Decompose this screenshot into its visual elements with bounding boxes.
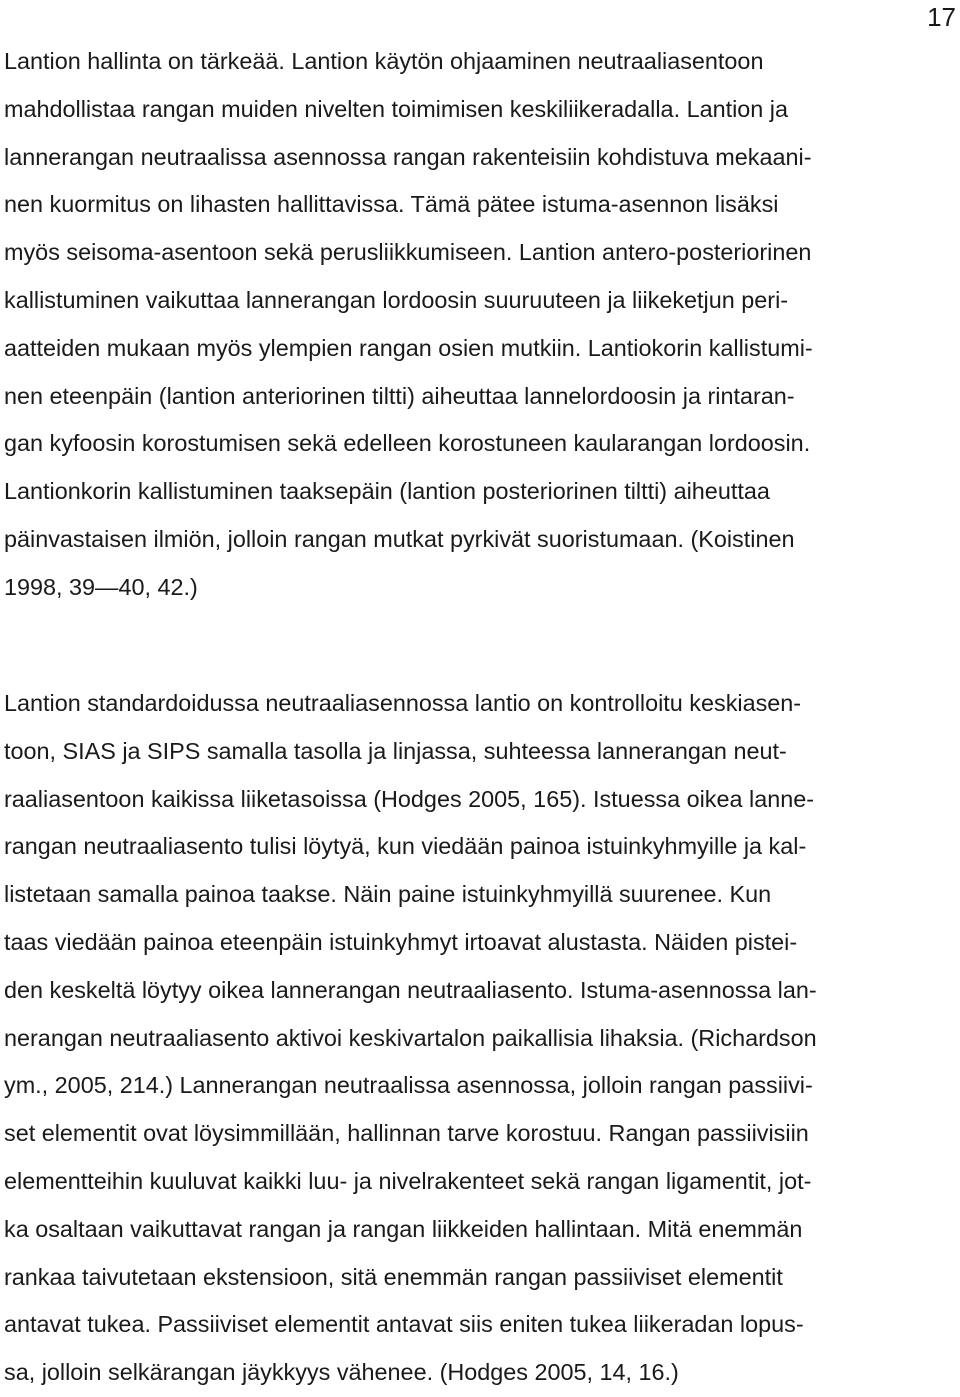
text-line: kallistuminen vaikuttaa lannerangan lordoosin suuruuteen ja liikeketjun peri- bbox=[4, 286, 789, 313]
text-line: ym., 2005, 214.) Lannerangan neutraalissa asennossa, jolloin rangan passiivi- bbox=[4, 1072, 813, 1099]
text-line: aatteiden mukaan myös ylempien rangan osien mutkiin. Lantiokorin kallistumi- bbox=[4, 334, 813, 361]
text-line: Lantion standardoidussa neutraaliasennossa lantio on kontrolloitu keskiasen- bbox=[4, 690, 802, 716]
text-line: Lantionkorin kallistuminen taaksepäin (lantion posteriorinen tiltti) aiheuttaa bbox=[4, 478, 770, 505]
text-line: listetaan samalla painoa taakse. Näin paine istuinkyhmyillä suurenee. Kun bbox=[4, 881, 772, 908]
text-line: nerangan neutraaliasento aktivoi keskivartalon paikallisia lihaksia. (Richardson bbox=[4, 1024, 817, 1051]
text-line: rankaa taivutetaan ekstensioon, sitä enemmän rangan passiiviset elementit bbox=[4, 1263, 783, 1290]
paragraph-pelvis-control bbox=[4, 38, 954, 612]
text-line: 1998, 39—40, 42.) bbox=[4, 573, 198, 600]
text-line: raaliasentoon kaikissa liiketasoissa (Hodges 2005, 165). Istuessa oikea lanne- bbox=[4, 785, 815, 812]
text-line: mahdollistaa rangan muiden nivelten toimimisen keskiliikeradalla. Lantion ja bbox=[4, 95, 789, 122]
text-line: nen kuormitus on lihasten hallittavissa. Tämä pätee istuma-asennon lisäksi bbox=[4, 191, 779, 218]
text-line: lannerangan neutraalissa asennossa rangan rakenteisiin kohdistuva mekaani- bbox=[4, 143, 812, 170]
page-number: 17 bbox=[927, 2, 956, 32]
text-line: Lantion hallinta on tärkeää. Lantion käytön ohjaaminen neutraaliasentoon bbox=[4, 48, 764, 74]
paragraph-neutral-position bbox=[4, 680, 954, 1397]
text-line: päinvastaisen ilmiön, jolloin rangan mutkat pyrkivät suoristumaan. (Koistinen bbox=[4, 525, 795, 552]
text-line: taas viedään painoa eteenpäin istuinkyhmyt irtoavat alustasta. Näiden pistei- bbox=[4, 928, 798, 955]
text-line: myös seisoma-asentoon sekä perusliikkumiseen. Lantion antero-posteriorinen bbox=[4, 239, 812, 266]
text-line: gan kyfoosin korostumisen sekä edelleen korostuneen kaularangan lordoosin. bbox=[4, 430, 811, 457]
text-line: elementteihin kuuluvat kaikki luu- ja nivelrakenteet sekä rangan ligamentit, jot- bbox=[4, 1167, 812, 1194]
text-line: antavat tukea. Passiiviset elementit antavat siis eniten tukea liikeradan lopus- bbox=[4, 1311, 804, 1338]
text-line: toon, SIAS ja SIPS samalla tasolla ja linjassa, suhteessa lannerangan neut- bbox=[4, 737, 787, 764]
text-line: ka osaltaan vaikuttavat rangan ja rangan liikkeiden hallintaan. Mitä enemmän bbox=[4, 1215, 803, 1242]
text-line: nen eteenpäin (lantion anteriorinen tiltti) aiheuttaa lannelordoosin ja rintaran- bbox=[4, 382, 795, 409]
text-line: den keskeltä löytyy oikea lannerangan neutraaliasento. Istuma-asennossa lan- bbox=[4, 976, 817, 1003]
text-line: set elementit ovat löysimmillään, hallinnan tarve korostuu. Rangan passiivisiin bbox=[4, 1120, 809, 1147]
text-line: sa, jolloin selkärangan jäykkyys vähenee. (Hodges 2005, 14, 16.) bbox=[4, 1359, 679, 1386]
text-line: rangan neutraaliasento tulisi löytyä, kun viedään painoa istuinkyhmyille ja kal- bbox=[4, 833, 807, 860]
